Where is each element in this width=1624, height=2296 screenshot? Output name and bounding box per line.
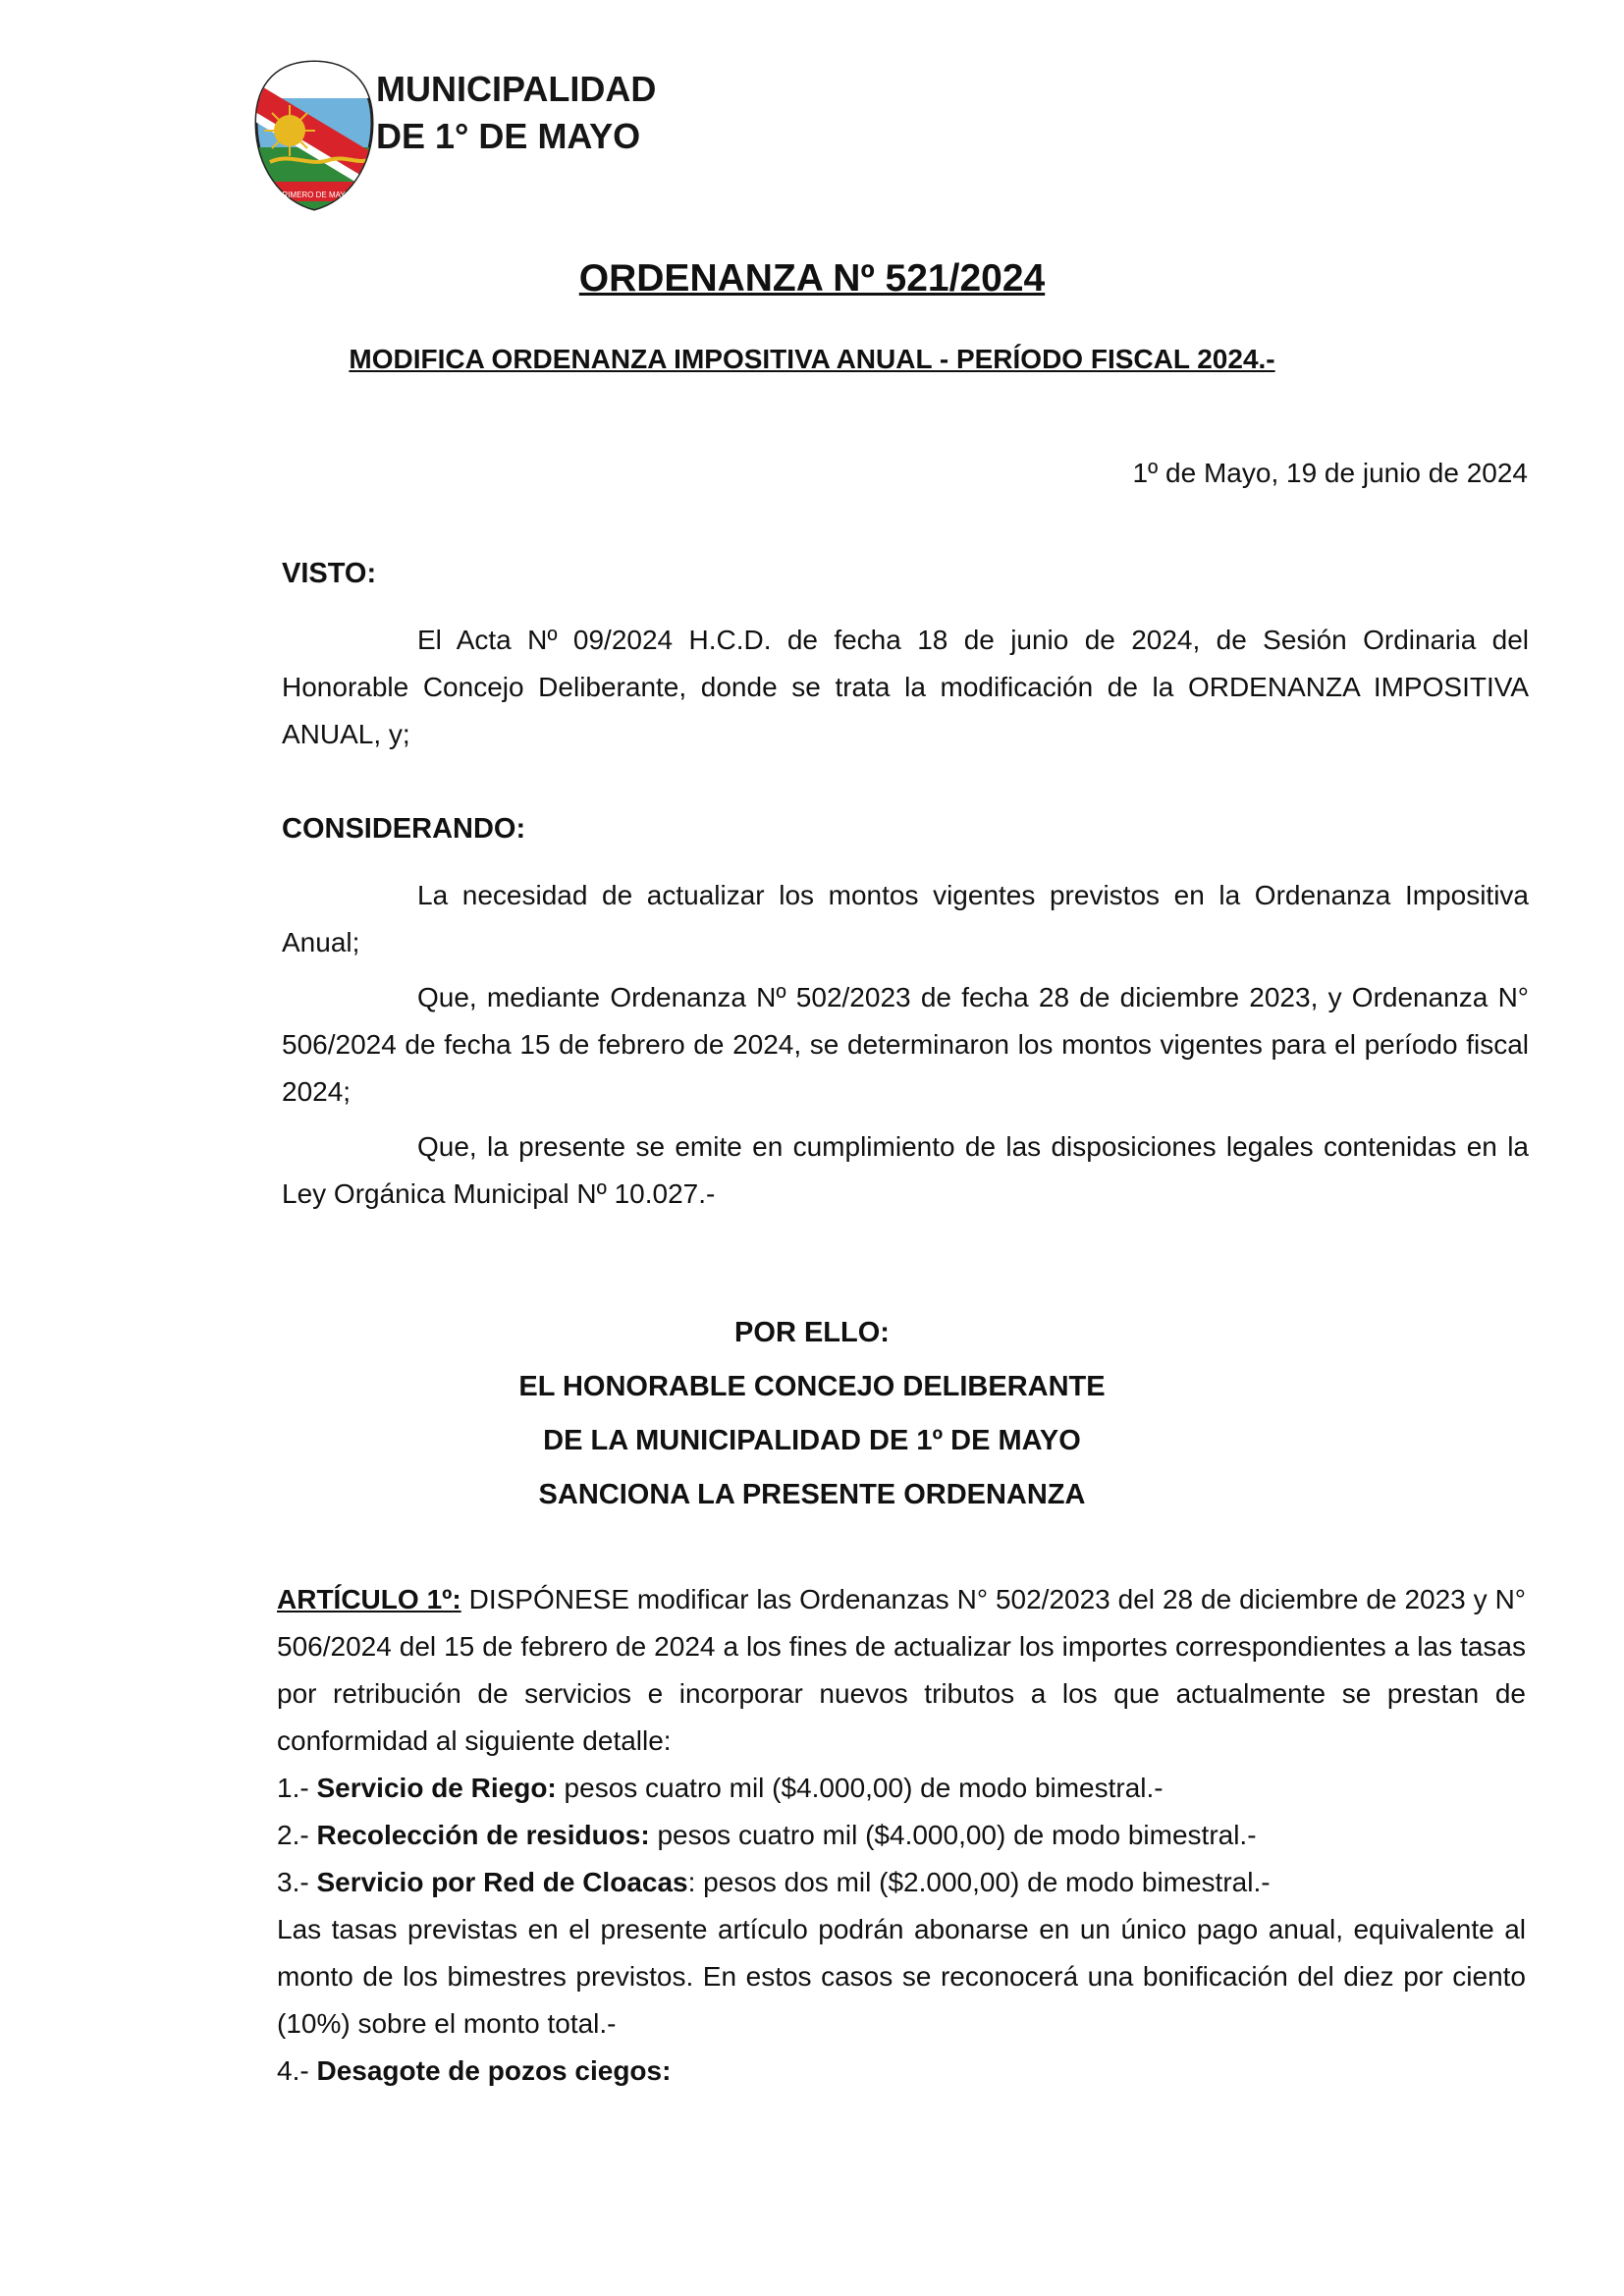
ordinance-subtitle: MODIFICA ORDENANZA IMPOSITIVA ANUAL - PERÍODO FISCAL 2024.-: [349, 344, 1275, 374]
por-ello-line: POR ELLO:: [734, 1317, 890, 1348]
org-line-1: MUNICIPALIDAD: [376, 69, 657, 109]
letterhead: [250, 54, 702, 216]
document-date: 1º de Mayo, 19 de junio de 2024: [1132, 458, 1528, 488]
visto-section: [282, 617, 1529, 758]
list-item: 4.- Desagote de pozos ciegos:: [277, 2055, 672, 2086]
list-item: 3.- Servicio por Red de Cloacas: pesos dos mil ($2.000,00) de modo bimestral.-: [277, 1867, 1271, 1897]
considerando-paragraph-2: Que, mediante Ordenanza Nº 502/2023 de fecha 28 de diciembre 2023, y Ordenanza N° 506/2024 de fecha 15 de febrero de 2024, se determinaron los montos vigentes para el período fiscal 2024;: [282, 982, 1529, 1107]
considerando-section: [282, 872, 1529, 1218]
organization-name: [376, 66, 656, 160]
considerando-paragraph-3: Que, la presente se emite en cumplimiento de las disposiciones legales contenidas en la Ley Orgánica Municipal Nº 10.027.-: [282, 1131, 1529, 1209]
considerando-paragraph-1: La necesidad de actualizar los montos vigentes previstos en la Ordenanza Impositiva Anual;: [282, 880, 1529, 957]
council-line: EL HONORABLE CONCEJO DELIBERANTE: [518, 1371, 1106, 1402]
article-1-paragraph: [277, 1576, 1526, 1765]
visto-heading: VISTO:: [282, 558, 377, 589]
article-1-label: ARTÍCULO 1º:: [277, 1584, 461, 1614]
list-item: 2.- Recolección de residuos: pesos cuatro mil ($4.000,00) de modo bimestral.-: [277, 1820, 1257, 1850]
svg-text:PRIMERO DE MAYO: PRIMERO DE MAYO: [277, 191, 352, 199]
municipality-line: DE LA MUNICIPALIDAD DE 1º DE MAYO: [543, 1425, 1081, 1456]
article-1-section: [277, 1576, 1526, 2095]
enacting-clause: [0, 1306, 1624, 1522]
article-1-text: DISPÓNESE modificar las Ordenanzas N° 502/2023 del 28 de diciembre de 2023 y N° 506/2024 del 15 de febrero de 2024 a los fines de actualizar los importes correspondientes a las tasas por retribución de servicios e incorporar nuevos tributos a los que actualmente se prestan de conformidad al siguiente detalle:: [277, 1584, 1526, 1756]
payment-note: Las tasas previstas en el presente artículo podrán abonarse en un único pago anual, equivalente al monto de los bimestres previstos. En estos casos se reconocerá una bonificación del diez por ciento (10%) sobre el monto total.-: [277, 1914, 1526, 2039]
list-item: 1.- Servicio de Riego: pesos cuatro mil ($4.000,00) de modo bimestral.-: [277, 1773, 1164, 1803]
org-line-2: DE 1° DE MAYO: [376, 116, 641, 156]
municipal-seal-icon: [250, 54, 378, 216]
visto-paragraph: El Acta Nº 09/2024 H.C.D. de fecha 18 de junio de 2024, de Sesión Ordinaria del Honorable Concejo Deliberante, donde se trata la modificación de la ORDENANZA IMPOSITIVA ANUAL, y;: [282, 625, 1529, 749]
sanciona-line: SANCIONA LA PRESENTE ORDENANZA: [538, 1479, 1086, 1510]
considerando-heading: CONSIDERANDO:: [282, 813, 526, 845]
ordinance-title: ORDENANZA Nº 521/2024: [578, 257, 1046, 300]
